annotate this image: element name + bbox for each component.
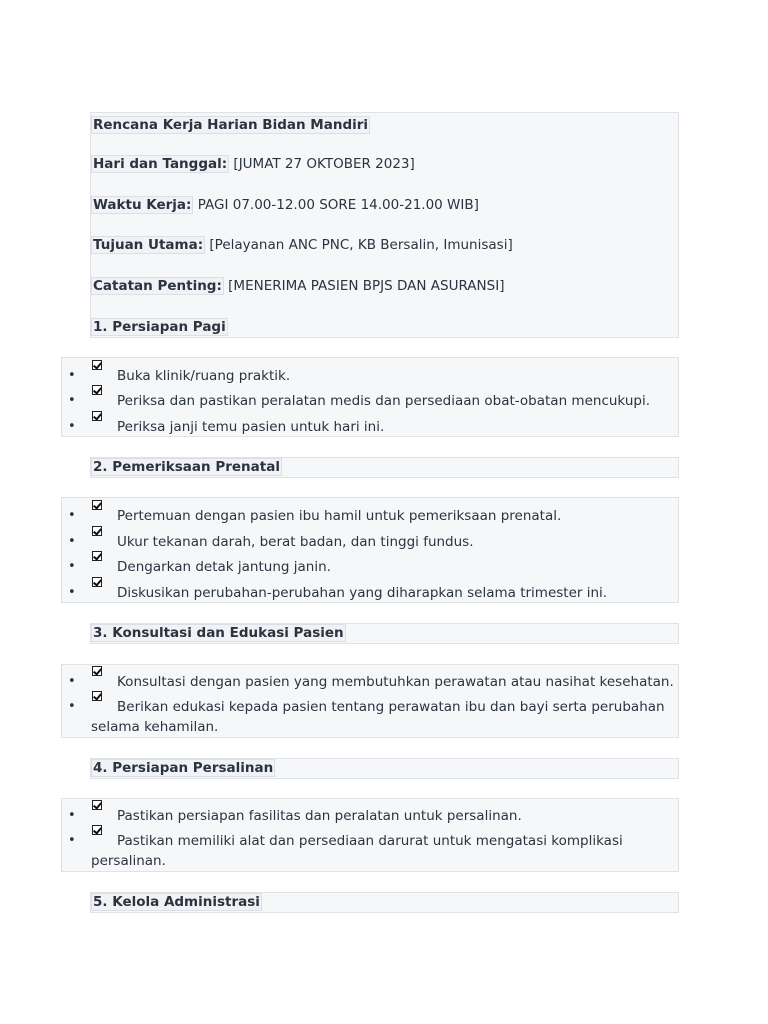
bullet-icon: • [68,808,76,823]
checkbox-checked-icon[interactable] [92,500,102,510]
field-work-time [91,196,479,214]
bullet-icon: • [68,419,76,434]
section-heading-2: 2. Pemeriksaan Prenatal [93,459,280,475]
list-item: • Pastikan memiliki alat dan persediaan darurat untuk mengatasi komplikasi persalinan. [62,831,680,871]
field-value: [MENERIMA PASIEN BPJS DAN ASURANSI] [223,278,505,294]
bullet-icon: • [68,368,76,383]
field-main-goal [91,236,513,254]
document-title: Rencana Kerja Harian Bidan Mandiri [93,117,369,133]
checkbox-checked-icon[interactable] [92,385,102,395]
field-notes [91,277,504,295]
checkbox-checked-icon[interactable] [92,411,102,421]
bullet-icon: • [68,534,76,549]
list-item: • Berikan edukasi kepada pasien tentang perawatan ibu dan bayi serta perubahan selama kehamilan. [62,697,680,737]
bullet-icon: • [68,699,76,714]
checkbox-checked-icon[interactable] [92,666,102,676]
field-value: [JUMAT 27 OKTOBER 2023] [229,156,415,172]
field-date [91,155,415,173]
checkbox-checked-icon[interactable] [92,526,102,536]
checkbox-checked-icon[interactable] [92,360,102,370]
bullet-icon: • [68,559,76,574]
checklist-section-4: • Pastikan persiapan fasilitas dan peralatan untuk persalinan. • Pastikan memiliki alat dan persediaan darurat untuk mengatasi komplikasi persalinan. [61,798,679,872]
section-heading-5: 5. Kelola Administrasi [93,894,260,910]
bullet-icon: • [68,585,76,600]
bullet-icon: • [68,508,76,523]
bullet-icon: • [68,393,76,408]
checkbox-checked-icon[interactable] [92,551,102,561]
field-label: Hari dan Tanggal: [93,156,228,172]
field-value: [Pelayanan ANC PNC, KB Bersalin, Imunisasi] [205,237,513,253]
checklist-section-2: • Pertemuan dengan pasien ibu hamil untuk pemeriksaan prenatal. • Ukur tekanan darah, berat badan, dan tinggi fundus. • Dengarkan detak jantung janin. • Diskusikan perubahan-perubahan yang diharapkan selama trimester ini. [61,497,679,603]
field-label: Waktu Kerja: [93,197,192,213]
section-heading-3: 3. Konsultasi dan Edukasi Pasien [93,625,344,641]
section-heading-1: 1. Persiapan Pagi [93,319,226,335]
field-value: PAGI 07.00-12.00 SORE 14.00-21.00 WIB] [193,197,479,213]
checklist-section-3: • Konsultasi dengan pasien yang membutuhkan perawatan atau nasihat kesehatan. • Berikan edukasi kepada pasien tentang perawatan ibu dan bayi serta perubahan selama kehamilan. [61,664,679,738]
checkbox-checked-icon[interactable] [92,800,102,810]
field-label: Tujuan Utama: [93,237,204,253]
checklist-section-1: • Buka klinik/ruang praktik. • Periksa dan pastikan peralatan medis dan persediaan obat-obatan mencukupi. • Periksa janji temu pasien untuk hari ini. [61,357,679,437]
bullet-icon: • [68,833,76,848]
field-label: Catatan Penting: [93,278,222,294]
document-header-block [90,112,679,338]
section-heading-4: 4. Persiapan Persalinan [93,760,274,776]
checkbox-checked-icon[interactable] [92,577,102,587]
bullet-icon: • [68,674,76,689]
